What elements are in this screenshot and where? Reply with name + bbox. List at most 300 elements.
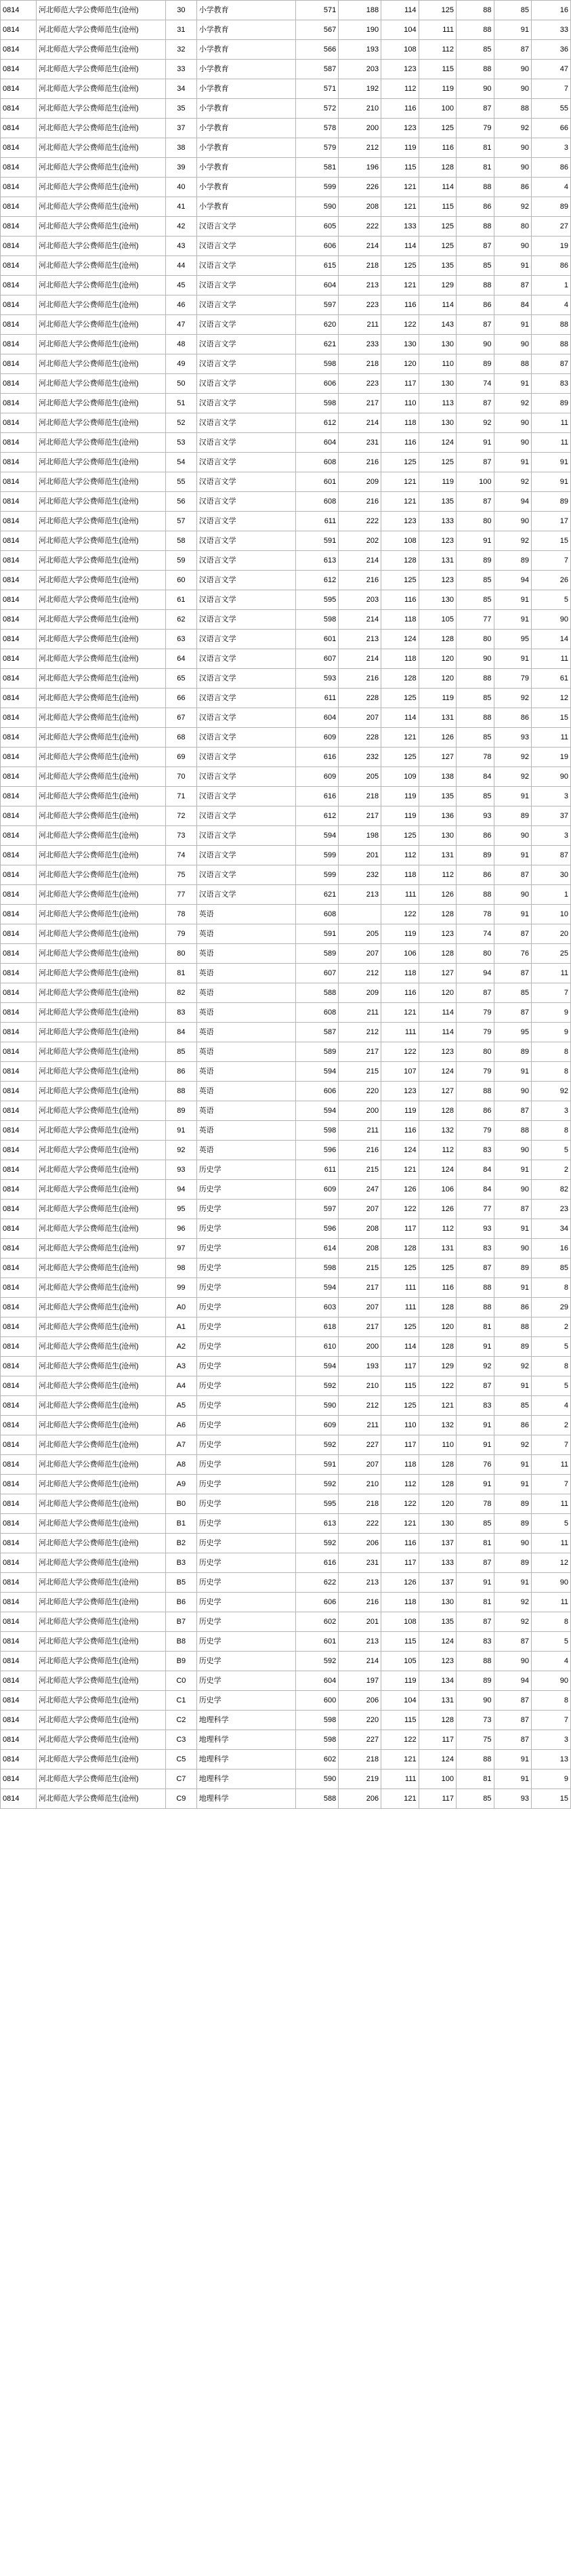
cell-school: 河北师范大学公费师范生(沧州) [37,1593,166,1612]
cell-school: 河北师范大学公费师范生(沧州) [37,551,166,571]
table-row [1,1671,571,1691]
cell-rank: 7 [531,1435,570,1455]
table-row [1,1141,571,1160]
table-row [1,728,571,748]
cell-score-c: 121 [419,1396,456,1416]
cell-major: 汉语言文学 [196,394,296,413]
cell-score-d: 91 [457,1337,494,1357]
cell-major: 地理科学 [196,1789,296,1809]
cell-school: 河北师范大学公费师范生(沧州) [37,885,166,905]
cell-score-d: 92 [457,413,494,433]
table-row [1,1121,571,1141]
cell-score-d: 83 [457,1396,494,1416]
cell-score-d: 74 [457,374,494,394]
cell-score-d: 85 [457,256,494,276]
cell-rank: 90 [531,1573,570,1593]
cell-code: 0814 [1,512,37,531]
cell-major: 汉语言文学 [196,531,296,551]
cell-score-total: 606 [296,1593,339,1612]
cell-score-e: 91 [494,1062,531,1082]
cell-score-e: 91 [494,374,531,394]
cell-school: 河北师范大学公费师范生(沧州) [37,1770,166,1789]
cell-score-e: 89 [494,1494,531,1514]
cell-plan: C2 [166,1711,197,1730]
cell-score-e: 91 [494,1573,531,1593]
cell-rank: 86 [531,256,570,276]
cell-score-b: 122 [381,1042,419,1062]
cell-plan: 55 [166,472,197,492]
cell-score-a: 247 [339,1180,381,1200]
cell-score-b: 125 [381,256,419,276]
cell-score-a: 214 [339,1652,381,1671]
cell-score-a: 217 [339,1278,381,1298]
cell-major: 汉语言文学 [196,787,296,806]
table-row [1,924,571,944]
cell-score-e: 90 [494,335,531,354]
cell-score-total: 601 [296,472,339,492]
table-row [1,79,571,99]
cell-score-c: 124 [419,1750,456,1770]
cell-school: 河北师范大学公费师范生(沧州) [37,1180,166,1200]
cell-score-a: 227 [339,1730,381,1750]
cell-plan: 71 [166,787,197,806]
table-row [1,1003,571,1023]
table-row [1,1023,571,1042]
cell-code: 0814 [1,1435,37,1455]
cell-score-b: 115 [381,1376,419,1396]
cell-rank: 8 [531,1278,570,1298]
cell-score-total: 608 [296,1003,339,1023]
cell-score-b: 119 [381,138,419,158]
cell-rank: 61 [531,669,570,689]
cell-school: 河北师范大学公费师范生(沧州) [37,453,166,472]
cell-school: 河北师范大学公费师范生(沧州) [37,669,166,689]
cell-major: 历史学 [196,1337,296,1357]
cell-score-total: 587 [296,1023,339,1042]
cell-major: 汉语言文学 [196,354,296,374]
cell-score-b: 115 [381,158,419,178]
cell-score-c: 123 [419,1652,456,1671]
cell-score-b: 108 [381,1612,419,1632]
cell-score-c: 129 [419,1357,456,1376]
cell-score-b: 118 [381,1455,419,1475]
cell-rank: 91 [531,472,570,492]
cell-score-total: 588 [296,1789,339,1809]
cell-plan: 89 [166,1101,197,1121]
cell-score-c: 128 [419,1475,456,1494]
cell-rank: 89 [531,197,570,217]
cell-score-a: 216 [339,492,381,512]
cell-score-b: 126 [381,1573,419,1593]
cell-school: 河北师范大学公费师范生(沧州) [37,276,166,295]
cell-rank: 36 [531,40,570,60]
cell-code: 0814 [1,1494,37,1514]
cell-school: 河北师范大学公费师范生(沧州) [37,787,166,806]
cell-school: 河北师范大学公费师范生(沧州) [37,197,166,217]
cell-code: 0814 [1,1317,37,1337]
cell-score-c: 130 [419,826,456,846]
cell-score-total: 613 [296,551,339,571]
cell-score-total: 604 [296,433,339,453]
cell-score-d: 85 [457,590,494,610]
table-row [1,492,571,512]
cell-rank: 2 [531,1317,570,1337]
cell-school: 河北师范大学公费师范生(沧州) [37,728,166,748]
cell-score-c: 126 [419,885,456,905]
cell-plan: A7 [166,1435,197,1455]
cell-score-b: 114 [381,1,419,20]
cell-score-e: 90 [494,826,531,846]
cell-major: 英语 [196,944,296,964]
cell-rank: 8 [531,1121,570,1141]
cell-score-e: 89 [494,1553,531,1573]
cell-score-c: 100 [419,99,456,119]
cell-plan: 93 [166,1160,197,1180]
cell-code: 0814 [1,1357,37,1376]
cell-score-b: 115 [381,1711,419,1730]
cell-major: 历史学 [196,1396,296,1416]
cell-score-c: 124 [419,1160,456,1180]
cell-plan: C1 [166,1691,197,1711]
cell-score-total: 592 [296,1376,339,1396]
cell-major: 历史学 [196,1160,296,1180]
cell-score-a: 196 [339,158,381,178]
cell-plan: 37 [166,119,197,138]
cell-major: 小学教育 [196,1,296,20]
cell-school: 河北师范大学公费师范生(沧州) [37,1062,166,1082]
cell-score-b: 117 [381,374,419,394]
cell-score-a: 217 [339,1042,381,1062]
cell-score-a: 216 [339,453,381,472]
cell-score-e: 90 [494,1180,531,1200]
cell-school: 河北师范大学公费师范生(沧州) [37,394,166,413]
cell-code: 0814 [1,1416,37,1435]
cell-rank: 8 [531,1357,570,1376]
cell-score-c: 128 [419,944,456,964]
cell-score-a: 220 [339,1082,381,1101]
cell-plan: 61 [166,590,197,610]
cell-plan: 81 [166,964,197,983]
table-row [1,1082,571,1101]
cell-school: 河北师范大学公费师范生(沧州) [37,1219,166,1239]
cell-major: 汉语言文学 [196,217,296,237]
cell-score-total: 572 [296,99,339,119]
cell-score-b: 121 [381,492,419,512]
cell-score-d: 89 [457,1671,494,1691]
cell-code: 0814 [1,787,37,806]
cell-school: 河北师范大学公费师范生(沧州) [37,1003,166,1023]
cell-rank: 8 [531,1042,570,1062]
cell-major: 历史学 [196,1671,296,1691]
cell-score-total: 607 [296,964,339,983]
cell-code: 0814 [1,335,37,354]
cell-score-c: 112 [419,1219,456,1239]
cell-score-a: 193 [339,40,381,60]
cell-school: 河北师范大学公费师范生(沧州) [37,944,166,964]
cell-score-total: 598 [296,1121,339,1141]
cell-score-c: 125 [419,1,456,20]
cell-code: 0814 [1,1396,37,1416]
cell-score-b: 121 [381,1003,419,1023]
cell-plan: 38 [166,138,197,158]
cell-score-total: 609 [296,728,339,748]
cell-score-total: 614 [296,1239,339,1259]
cell-school: 河北师范大学公费师范生(沧州) [37,1671,166,1691]
cell-score-a: 211 [339,1003,381,1023]
cell-score-total: 608 [296,905,339,924]
cell-score-a: 227 [339,1435,381,1455]
cell-score-a: 218 [339,1494,381,1514]
cell-school: 河北师范大学公费师范生(沧州) [37,1160,166,1180]
cell-score-d: 91 [457,1416,494,1435]
cell-major: 汉语言文学 [196,885,296,905]
cell-code: 0814 [1,217,37,237]
cell-score-b: 119 [381,1101,419,1121]
cell-score-d: 88 [457,1298,494,1317]
cell-plan: A3 [166,1357,197,1376]
cell-school: 河北师范大学公费师范生(沧州) [37,1376,166,1396]
cell-school: 河北师范大学公费师范生(沧州) [37,865,166,885]
cell-rank: 11 [531,1494,570,1514]
cell-score-c: 133 [419,1553,456,1573]
cell-school: 河北师范大学公费师范生(沧州) [37,1416,166,1435]
cell-plan: A0 [166,1298,197,1317]
cell-major: 历史学 [196,1219,296,1239]
cell-score-total: 571 [296,79,339,99]
cell-score-e: 92 [494,1435,531,1455]
cell-score-total: 610 [296,1337,339,1357]
cell-score-d: 91 [457,1573,494,1593]
cell-rank: 1 [531,885,570,905]
cell-rank: 87 [531,354,570,374]
cell-plan: A8 [166,1455,197,1475]
cell-score-e: 91 [494,905,531,924]
cell-score-total: 604 [296,708,339,728]
cell-score-a: 210 [339,1376,381,1396]
cell-score-a: 203 [339,590,381,610]
cell-score-c: 137 [419,1573,456,1593]
cell-score-b: 112 [381,79,419,99]
table-row [1,649,571,669]
cell-score-d: 88 [457,20,494,40]
cell-score-c: 127 [419,748,456,767]
cell-rank: 11 [531,413,570,433]
cell-plan: 85 [166,1042,197,1062]
cell-score-b: 116 [381,1534,419,1553]
cell-code: 0814 [1,158,37,178]
cell-score-d: 80 [457,1042,494,1062]
cell-score-d: 83 [457,1141,494,1160]
cell-score-d: 79 [457,1023,494,1042]
cell-plan: 52 [166,413,197,433]
table-row [1,1494,571,1514]
cell-code: 0814 [1,924,37,944]
cell-plan: 56 [166,492,197,512]
cell-score-e: 89 [494,551,531,571]
cell-plan: 45 [166,276,197,295]
cell-score-e: 93 [494,728,531,748]
cell-score-d: 85 [457,787,494,806]
table-row [1,1573,571,1593]
cell-school: 河北师范大学公费师范生(沧州) [37,983,166,1003]
cell-score-d: 76 [457,1455,494,1475]
cell-score-total: 566 [296,40,339,60]
cell-code: 0814 [1,669,37,689]
cell-score-total: 608 [296,492,339,512]
cell-score-d: 88 [457,1652,494,1671]
cell-plan: 34 [166,79,197,99]
table-row [1,630,571,649]
cell-score-d: 88 [457,276,494,295]
cell-score-a: 232 [339,865,381,885]
cell-code: 0814 [1,1750,37,1770]
cell-score-e: 94 [494,492,531,512]
cell-score-b: 119 [381,787,419,806]
cell-score-e: 91 [494,1750,531,1770]
cell-plan: 79 [166,924,197,944]
cell-score-e: 86 [494,1298,531,1317]
cell-score-c: 128 [419,1455,456,1475]
cell-score-a: 202 [339,531,381,551]
cell-score-b: 123 [381,60,419,79]
cell-score-b: 121 [381,197,419,217]
cell-score-total: 611 [296,689,339,708]
cell-score-e: 89 [494,1259,531,1278]
cell-plan: 94 [166,1180,197,1200]
cell-rank: 7 [531,983,570,1003]
cell-score-c: 120 [419,649,456,669]
table-row [1,1278,571,1298]
cell-major: 汉语言文学 [196,708,296,728]
cell-plan: 92 [166,1141,197,1160]
cell-rank: 19 [531,237,570,256]
cell-score-a: 218 [339,1750,381,1770]
cell-score-e: 91 [494,1219,531,1239]
cell-score-total: 597 [296,1200,339,1219]
cell-score-e: 90 [494,60,531,79]
cell-major: 历史学 [196,1475,296,1494]
cell-plan: A9 [166,1475,197,1494]
cell-plan: 74 [166,846,197,865]
cell-score-total: 603 [296,1298,339,1317]
cell-score-c: 135 [419,787,456,806]
cell-rank: 8 [531,1691,570,1711]
cell-score-d: 73 [457,1711,494,1730]
cell-score-b: 128 [381,1239,419,1259]
table-row [1,1239,571,1259]
cell-score-d: 83 [457,1632,494,1652]
cell-score-total: 594 [296,826,339,846]
cell-score-b: 116 [381,99,419,119]
cell-rank: 11 [531,964,570,983]
cell-score-a: 216 [339,1593,381,1612]
cell-score-d: 87 [457,315,494,335]
cell-code: 0814 [1,119,37,138]
cell-score-d: 88 [457,669,494,689]
cell-score-a: 222 [339,512,381,531]
cell-school: 河北师范大学公费师范生(沧州) [37,1455,166,1475]
cell-score-total: 591 [296,531,339,551]
cell-plan: 54 [166,453,197,472]
cell-score-total: 600 [296,1691,339,1711]
cell-score-e: 87 [494,924,531,944]
cell-major: 英语 [196,964,296,983]
cell-score-d: 84 [457,767,494,787]
cell-score-e: 91 [494,1278,531,1298]
cell-major: 汉语言文学 [196,433,296,453]
cell-code: 0814 [1,315,37,335]
cell-plan: A6 [166,1416,197,1435]
cell-score-e: 90 [494,512,531,531]
cell-rank: 29 [531,1298,570,1317]
cell-score-a: 206 [339,1534,381,1553]
cell-school: 河北师范大学公费师范生(沧州) [37,472,166,492]
cell-score-e: 86 [494,1416,531,1435]
table-row [1,453,571,472]
cell-score-c: 131 [419,1239,456,1259]
cell-plan: 53 [166,433,197,453]
cell-code: 0814 [1,551,37,571]
cell-score-a: 211 [339,1416,381,1435]
cell-score-b: 124 [381,1141,419,1160]
cell-school: 河北师范大学公费师范生(沧州) [37,60,166,79]
cell-score-d: 81 [457,1534,494,1553]
cell-code: 0814 [1,728,37,748]
cell-score-total: 579 [296,138,339,158]
cell-code: 0814 [1,178,37,197]
cell-score-total: 588 [296,983,339,1003]
cell-score-b: 108 [381,40,419,60]
cell-code: 0814 [1,1298,37,1317]
cell-rank: 26 [531,571,570,590]
cell-school: 河北师范大学公费师范生(沧州) [37,1435,166,1455]
cell-score-total: 608 [296,453,339,472]
cell-rank: 15 [531,708,570,728]
cell-score-c: 124 [419,433,456,453]
cell-score-e: 88 [494,354,531,374]
cell-score-e: 87 [494,1003,531,1023]
cell-code: 0814 [1,276,37,295]
cell-major: 历史学 [196,1691,296,1711]
cell-score-total: 592 [296,1475,339,1494]
table-row [1,374,571,394]
cell-major: 汉语言文学 [196,767,296,787]
cell-score-d: 90 [457,1691,494,1711]
cell-rank: 7 [531,1711,570,1730]
cell-score-e: 92 [494,1612,531,1632]
cell-score-c: 120 [419,1494,456,1514]
cell-school: 河北师范大学公费师范生(沧州) [37,1789,166,1809]
cell-score-c: 129 [419,276,456,295]
cell-code: 0814 [1,472,37,492]
cell-score-e: 86 [494,708,531,728]
cell-major: 英语 [196,983,296,1003]
table-row [1,1652,571,1671]
cell-plan: 67 [166,708,197,728]
cell-rank: 88 [531,315,570,335]
cell-score-a: 208 [339,1239,381,1259]
cell-score-a: 222 [339,217,381,237]
cell-score-c: 143 [419,315,456,335]
cell-score-a: 197 [339,1671,381,1691]
cell-score-c: 105 [419,610,456,630]
cell-score-a: 219 [339,1770,381,1789]
cell-score-a: 213 [339,630,381,649]
cell-major: 地理科学 [196,1770,296,1789]
cell-score-d: 80 [457,944,494,964]
cell-school: 河北师范大学公费师范生(沧州) [37,767,166,787]
cell-score-c: 116 [419,138,456,158]
